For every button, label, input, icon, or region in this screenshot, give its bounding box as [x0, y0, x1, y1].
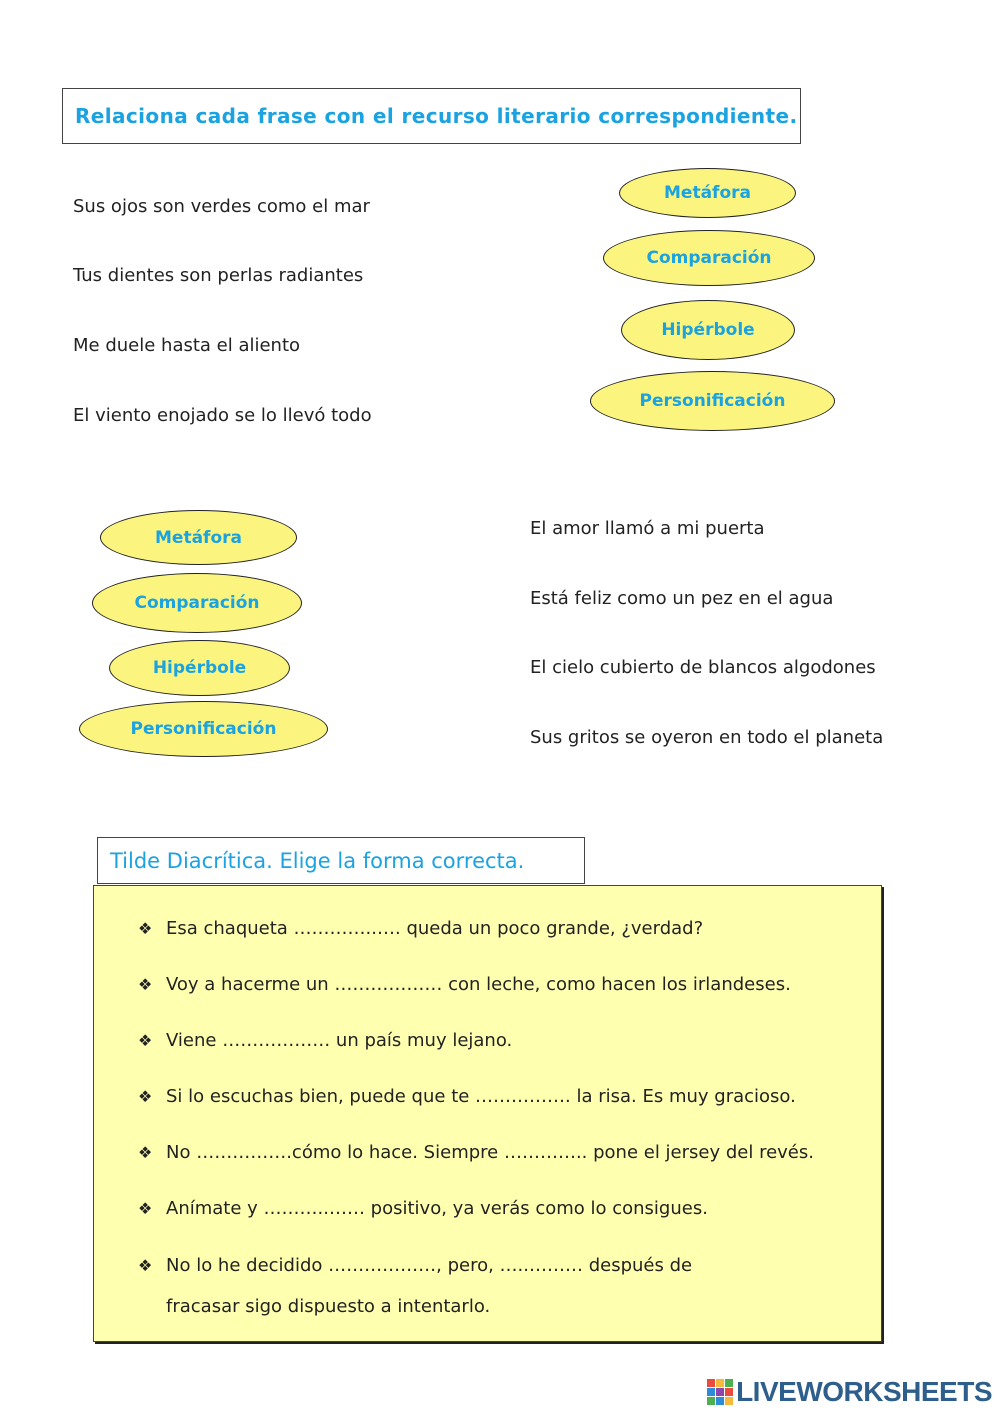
- liveworksheets-logo-icon: [707, 1379, 733, 1405]
- option-personificacion-1[interactable]: Personificación: [590, 371, 835, 431]
- tilde-exercise-box: [93, 885, 882, 1342]
- option-comparacion-2[interactable]: Comparación: [92, 573, 302, 633]
- tilde-item-text: Viene ……………… un país muy lejano.: [166, 1030, 513, 1051]
- sentence-2: Tus dientes son perlas radiantes: [73, 265, 364, 286]
- tilde-item-4: [138, 1086, 796, 1107]
- option-personificacion-2[interactable]: Personificación: [79, 701, 328, 757]
- option-metafora-1[interactable]: Metáfora: [619, 168, 796, 218]
- diamond-bullet-icon: ❖: [138, 1087, 153, 1106]
- tilde-item-7: [138, 1255, 692, 1276]
- tilde-item-text: No …………….cómo lo hace. Siempre ………….. pone el jersey del revés.: [166, 1142, 814, 1163]
- tilde-item-1: [138, 918, 703, 939]
- diamond-bullet-icon: ❖: [138, 1199, 153, 1218]
- sentence-3: Me duele hasta el aliento: [73, 335, 301, 356]
- diamond-bullet-icon: ❖: [138, 1256, 153, 1275]
- option-hiperbole-2[interactable]: Hipérbole: [109, 640, 290, 696]
- option-comparacion-1[interactable]: Comparación: [603, 230, 815, 286]
- tilde-item-2: [138, 974, 791, 995]
- liveworksheets-logo: [707, 1376, 992, 1408]
- sentence-8: Sus gritos se oyeron en todo el planeta: [530, 727, 884, 748]
- sentence-7: El cielo cubierto de blancos algodones: [530, 657, 876, 678]
- sentence-5: El amor llamó a mi puerta: [530, 518, 765, 539]
- diamond-bullet-icon: ❖: [138, 919, 153, 938]
- tilde-item-text: Esa chaqueta …………..…. queda un poco grande, ¿verdad?: [166, 918, 704, 939]
- option-metafora-2[interactable]: Metáfora: [100, 510, 297, 565]
- option-hiperbole-1[interactable]: Hipérbole: [621, 300, 795, 360]
- tilde-item-text: No lo he decidido ………………, pero, …..……… después de: [166, 1255, 693, 1276]
- diamond-bullet-icon: ❖: [138, 975, 153, 994]
- tilde-item-text: Anímate y ………..…… positivo, ya verás como lo consigues.: [166, 1198, 708, 1219]
- section-title-tilde: Tilde Diacrítica. Elige la forma correcta.: [97, 837, 585, 884]
- diamond-bullet-icon: ❖: [138, 1143, 153, 1162]
- diamond-bullet-icon: ❖: [138, 1031, 153, 1050]
- sentence-4: El viento enojado se lo llevó todo: [73, 405, 372, 426]
- sentence-1: Sus ojos son verdes como el mar: [73, 196, 370, 217]
- sentence-6: Está feliz como un pez en el agua: [530, 588, 834, 609]
- logo-text: LIVEWORKSHEETS: [736, 1376, 992, 1407]
- tilde-item-6: [138, 1198, 708, 1219]
- tilde-item-3: [138, 1030, 512, 1051]
- tilde-item-text: Voy a hacerme un ……………… con leche, como hacen los irlandeses.: [166, 974, 791, 995]
- tilde-item-7-continuation: fracasar sigo dispuesto a intentarlo.: [166, 1296, 491, 1317]
- tilde-item-text: Si lo escuchas bien, puede que te ……………. la risa. Es muy gracioso.: [166, 1086, 796, 1107]
- tilde-item-5: [138, 1142, 814, 1163]
- section-title-recursos: Relaciona cada frase con el recurso literario correspondiente.: [62, 88, 801, 144]
